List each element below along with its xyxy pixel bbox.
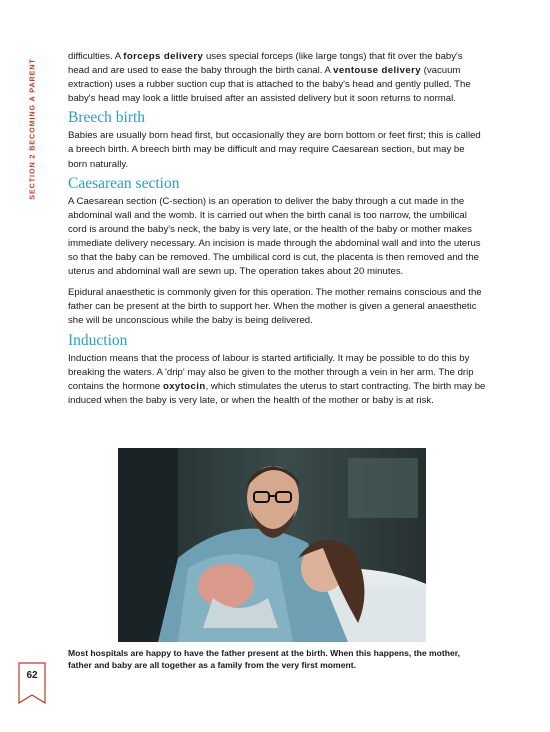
page-number-tab: [18, 662, 46, 704]
heading-induction: Induction: [68, 331, 128, 349]
induction-paragraph: Induction means that the process of labour is started artificially. It may be possible to do this by breaking the waters. A 'drip' may also be given to the mother through a vein in her arm. The drip contains the hormone oxytocin, which stimulates the uterus to start contracting. The birth may be induced when the baby is very late, or when the health of the mother or baby is at risk.: [68, 352, 486, 406]
keyword-forceps-delivery: forceps delivery: [123, 51, 204, 62]
caesarean-paragraph-1: A Caesarean section (C-section) is an operation to deliver the baby through a cut made in the abdominal wall and the womb. It is carried out when the birth canal is too narrow, the umbilical cord is around the baby's neck, the baby is very late, or the health of the baby or mother makes immediate delivery necessary. An incision is made through the abdominal wall and into the uterus so that the baby can be removed. The umbilical cord is cut, the placenta is then removed and the uterus and abdominal wall are sewn up. The operation takes about 20 minutes.: [68, 195, 481, 278]
intro-paragraph: difficulties. A forceps delivery uses special forceps (like large tongs) that fit over the baby's head and are used to ease the baby through the birth canal. A ventouse delivery (vacuum extraction) uses a rubber suction cup that is attached to the baby's head and gently pulled. The baby's head may look a little bruised after an assisted delivery but it soon returns to normal.: [68, 51, 471, 105]
caesarean-paragraph-2: Epidural anaesthetic is commonly given for this operation. The mother remains conscious and the father can be present at the birth to support her. When the mother is given a general anaesthetic she will be unconscious while the baby is being delivered.: [68, 287, 482, 327]
heading-caesarean-section: Caesarean section: [68, 174, 180, 192]
heading-breech-birth: Breech birth: [68, 109, 146, 127]
breech-paragraph: Babies are usually born head first, but occasionally they are born bottom or feet first; this is called a breech birth. A breech birth may be difficult and may require Caesarean section, but may be born naturally.: [68, 130, 481, 170]
page-number: 62: [26, 670, 38, 681]
photo-caption: Most hospitals are happy to have the father present at the birth. When this happens, the mother, father and baby are all together as a family from the very first moment.: [68, 648, 461, 670]
section-label: [25, 44, 39, 214]
main-content: [68, 50, 486, 408]
section-label-text: SECTION 2 BECOMING A PARENT: [27, 58, 37, 200]
family-birth-photo: [118, 448, 426, 642]
keyword-ventouse-delivery: ventouse delivery: [333, 65, 421, 77]
keyword-oxytocin: oxytocin: [162, 380, 206, 392]
